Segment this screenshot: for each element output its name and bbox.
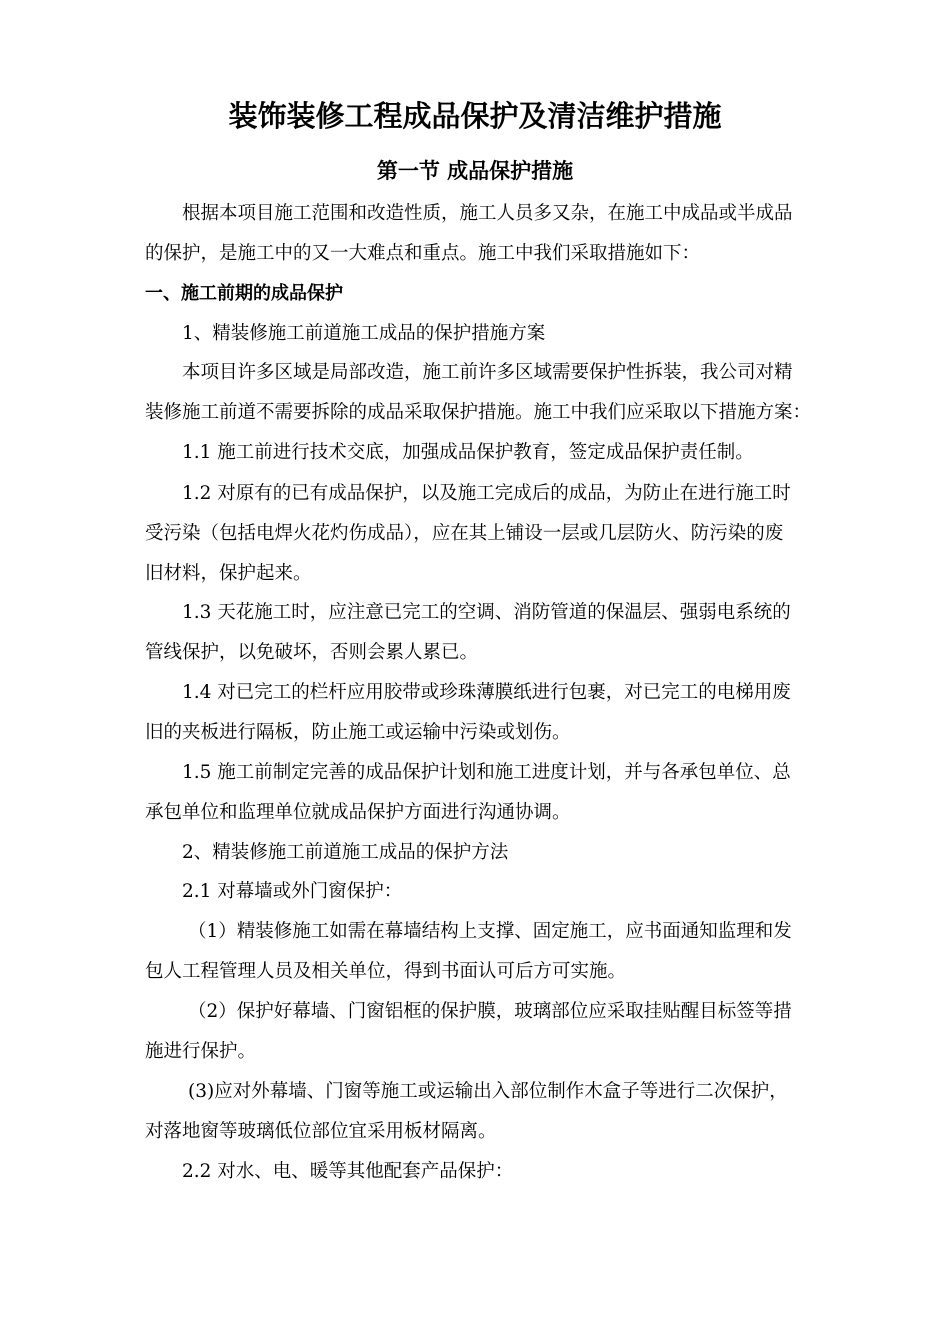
item-1-heading: 1、精装修施工前道施工成品的保护措施方案 bbox=[182, 323, 546, 344]
document-title: 装饰装修工程成品保护及清洁维护措施 bbox=[228, 99, 722, 133]
heading-pre-construction: 一、施工前期的成品保护 bbox=[145, 283, 343, 304]
item-2-heading: 2、精装修施工前道施工成品的保护方法 bbox=[182, 842, 509, 863]
clause-2-1-2-line: （2）保护好幕墙、门窗铝框的保护膜，玻璃部位应采取挂贴醒目标签等措 bbox=[188, 1001, 792, 1022]
clause-1-2-line: 受污染（包括电焊火花灼伤成品），应在其上铺设一层或几层防火、防污染的废 bbox=[145, 523, 784, 544]
clause-2-1-3-line: 对落地窗等玻璃低位部位宜采用板材隔离。 bbox=[145, 1121, 497, 1142]
clause-1-2-line: 旧材料，保护起来。 bbox=[145, 563, 312, 584]
intro-line: 的保护，是施工中的又一大难点和重点。施工中我们采取措施如下： bbox=[145, 243, 701, 264]
section-title: 第一节 成品保护措施 bbox=[376, 159, 574, 183]
clause-2-1-1-line: （1）精装修施工如需在幕墙结构上支撑、固定施工，应书面通知监理和发 bbox=[188, 921, 792, 942]
clause-1-5-line: 承包单位和监理单位就成品保护方面进行沟通协调。 bbox=[145, 802, 571, 823]
clause-2-1-2-line: 施进行保护。 bbox=[145, 1041, 257, 1062]
clause-1-3-line: 管线保护，以免破坏，否则会累人累已。 bbox=[145, 642, 479, 663]
clause-2-1-1-line: 包人工程管理人员及相关单位，得到书面认可后方可实施。 bbox=[145, 961, 627, 982]
clause-1-3-line: 1.3 天花施工时，应注意已完工的空调、消防管道的保温层、强弱电系统的 bbox=[182, 602, 791, 623]
clause-1-5-line: 1.5 施工前制定完善的成品保护计划和施工进度计划，并与各承包单位、总 bbox=[182, 762, 791, 783]
item-1-desc-line: 装修施工前道不需要拆除的成品采取保护措施。施工中我们应采取以下措施方案： bbox=[145, 402, 812, 423]
clause-1-1: 1.1 施工前进行技术交底，加强成品保护教育，签定成品保护责任制。 bbox=[182, 442, 754, 463]
clause-2-1: 2.1 对幕墙或外门窗保护： bbox=[182, 881, 403, 902]
clause-1-2-line: 1.2 对原有的已有成品保护，以及施工完成后的成品，为防止在进行施工时 bbox=[182, 483, 791, 504]
item-1-desc-line: 本项目许多区域是局部改造，施工前许多区域需要保护性拆装，我公司对精 bbox=[182, 362, 793, 383]
clause-1-4-line: 1.4 对已完工的栏杆应用胶带或珍珠薄膜纸进行包裹，对已完工的电梯用废 bbox=[182, 682, 791, 703]
clause-2-2: 2.2 对水、电、暖等其他配套产品保护： bbox=[182, 1161, 514, 1182]
clause-1-4-line: 旧的夹板进行隔板，防止施工或运输中污染或划伤。 bbox=[145, 722, 571, 743]
clause-2-1-3-line: (3)应对外幕墙、门窗等施工或运输出入部位制作木盒子等进行二次保护， bbox=[188, 1081, 788, 1102]
intro-line: 根据本项目施工范围和改造性质，施工人员多又杂，在施工中成品或半成品 bbox=[182, 203, 793, 224]
